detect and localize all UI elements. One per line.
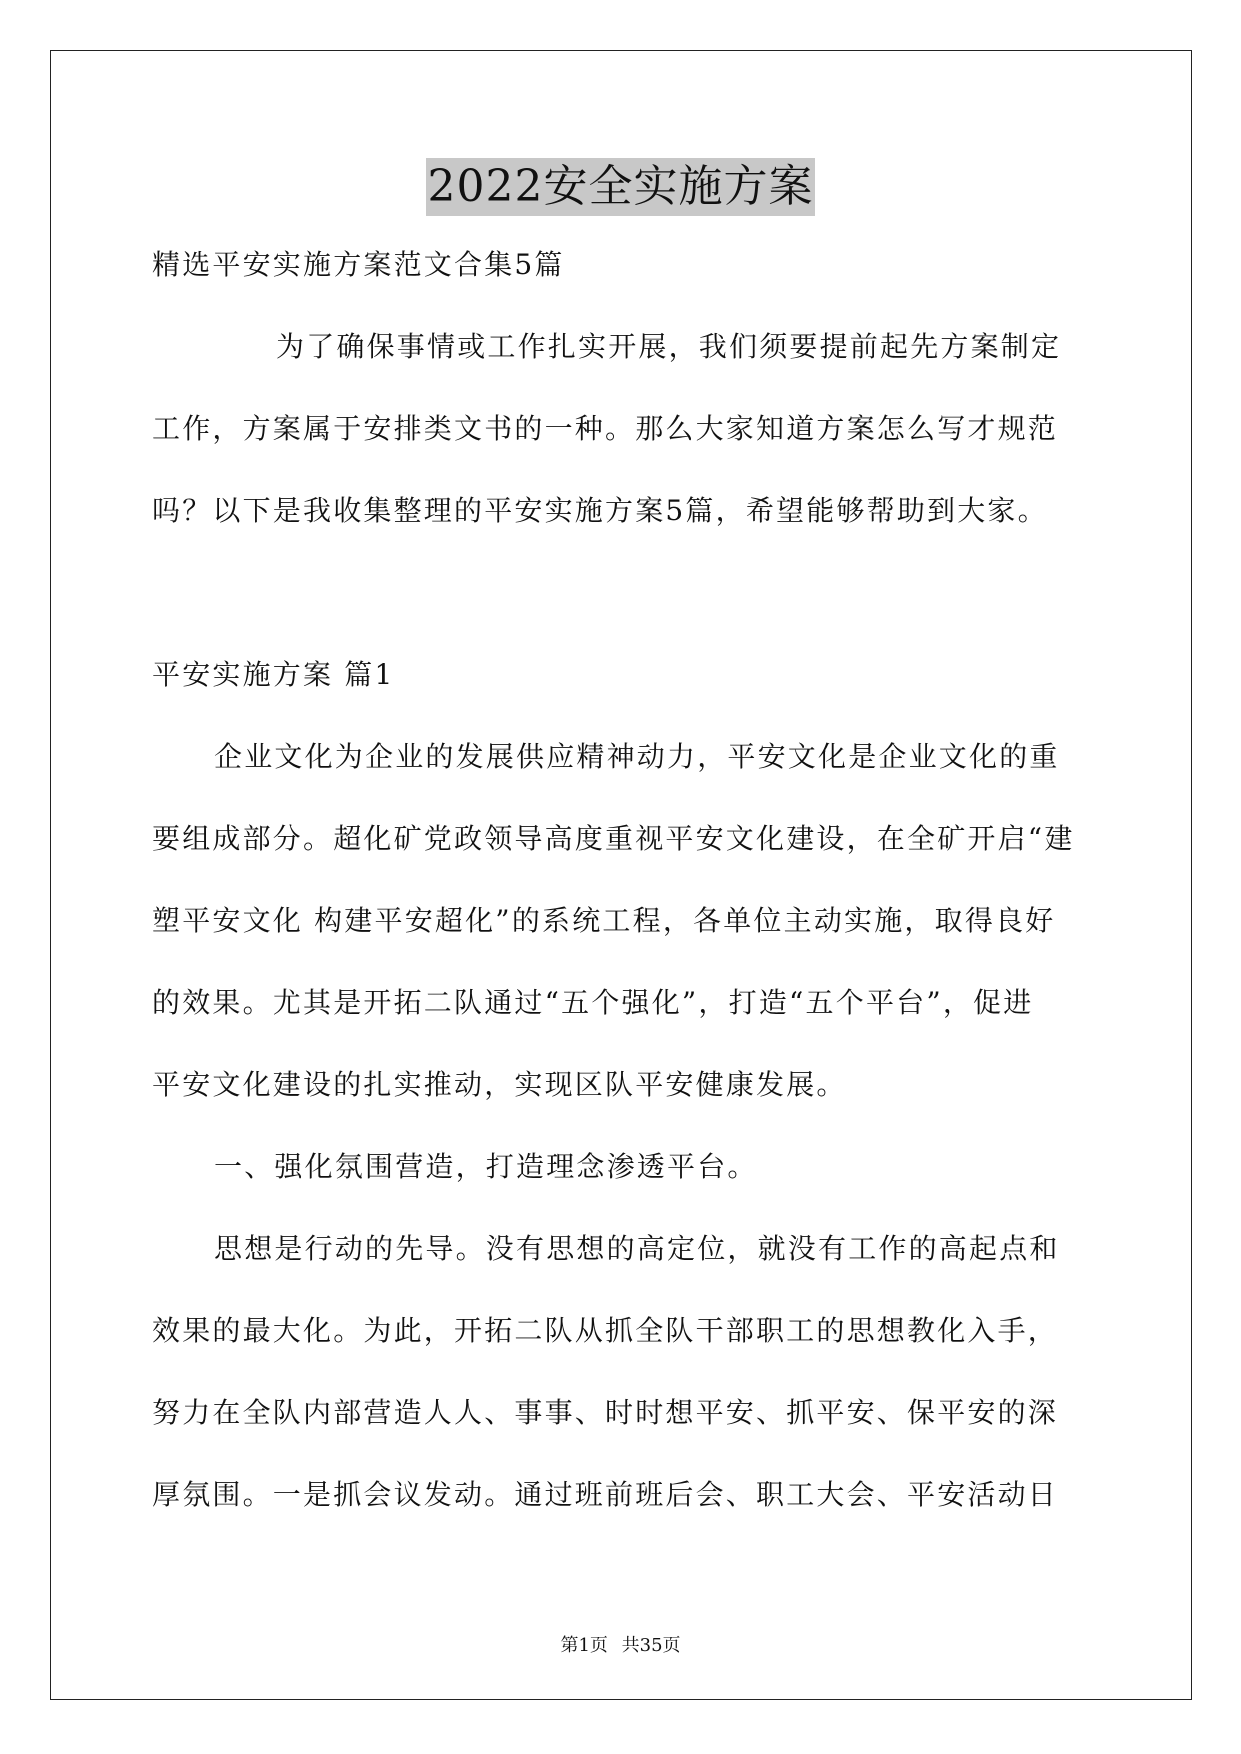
intro-line: 工作，方案属于安排类文书的一种。那么大家知道方案怎么写才规范 [152, 412, 1059, 445]
point-heading: 一、强化氛围营造，打造理念渗透平台。 [214, 1150, 758, 1183]
paragraph-line: 企业文化为企业的发展供应精神动力，平安文化是企业文化的重 [214, 740, 1060, 773]
document-title: 2022安全实施方案 [426, 158, 816, 216]
total-pages-label: 共35页 [621, 1635, 681, 1656]
intro-line: 吗？以下是我收集整理的平安实施方案5篇，希望能够帮助到大家。 [152, 494, 1048, 527]
spacer [152, 564, 1092, 646]
paragraph-line: 效果的最大化。为此，开拓二队从抓全队干部职工的思想教化入手， [152, 1314, 1059, 1347]
section-heading: 平安实施方案 篇1 [152, 658, 395, 691]
paragraph-line: 努力在全队内部营造人人、事事、时时想平安、抓平安、保平安的深 [152, 1396, 1059, 1429]
paragraph-line: 要组成部分。超化矿党政领导高度重视平安文化建设，在全矿开启“建 [152, 822, 1075, 855]
document-body [152, 236, 1092, 1548]
paragraph-line: 平安文化建设的扎实推动，实现区队平安健康发展。 [152, 1068, 847, 1101]
intro-line: 为了确保事情或工作扎实开展，我们须要提前起先方案制定 [276, 330, 1062, 363]
paragraph-line: 厚氛围。一是抓会议发动。通过班前班后会、职工大会、平安活动日 [152, 1478, 1059, 1511]
document-subtitle: 精选平安实施方案范文合集5篇 [152, 248, 565, 281]
page-footer [0, 1634, 1241, 1658]
paragraph-line: 的效果。尤其是开拓二队通过“五个强化”，打造“五个平台”，促进 [152, 986, 1034, 1019]
title-container [0, 158, 1241, 216]
paragraph-line: 思想是行动的先导。没有思想的高定位，就没有工作的高起点和 [214, 1232, 1060, 1265]
paragraph-line: 塑平安文化 构建平安超化”的系统工程，各单位主动实施，取得良好 [152, 904, 1056, 937]
current-page-label: 第1页 [560, 1635, 608, 1656]
